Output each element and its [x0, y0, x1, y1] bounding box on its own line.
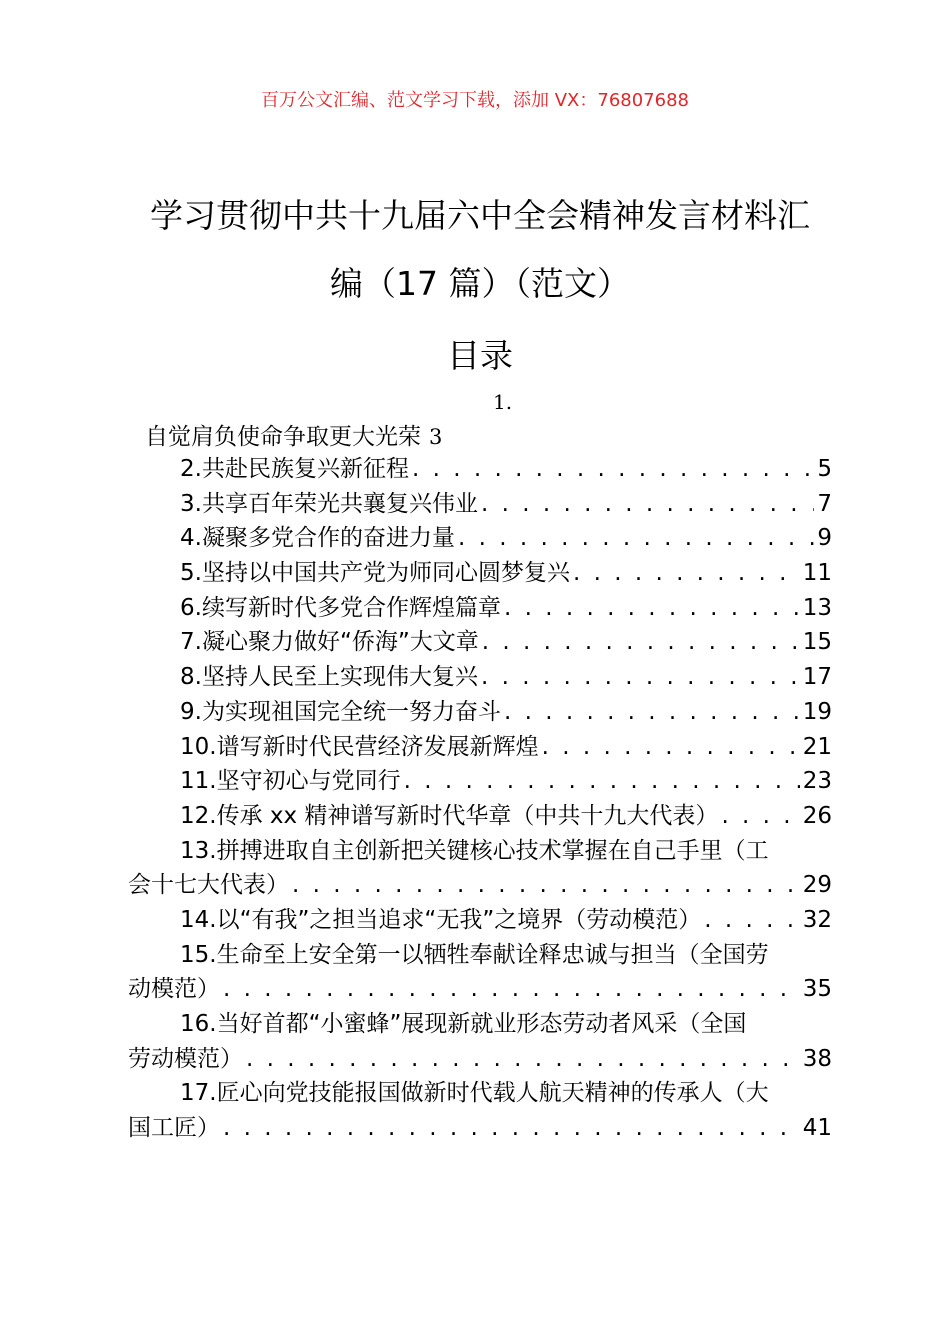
toc-list — [128, 452, 832, 1146]
toc-entry-continuation[interactable] — [128, 868, 832, 903]
dot-leader — [542, 730, 800, 765]
toc-entry[interactable] — [128, 452, 832, 487]
toc-entry-title: 15.生命至上安全第一以牺牲奉献诠释忠诚与担当（全国劳 — [180, 941, 769, 968]
document-title-line-2: 编（17 篇）（范文） — [330, 264, 630, 303]
toc-entry[interactable] — [128, 556, 832, 591]
toc-entry[interactable] — [128, 487, 832, 522]
toc-entry-page: 15 — [802, 629, 832, 656]
toc-entry-title: 7.凝心聚力做好“侨海”大文章 — [180, 629, 479, 656]
toc-entry[interactable] — [128, 695, 832, 730]
toc-entry-page: 13 — [802, 594, 832, 621]
toc-entry-title: 12.传承 xx 精神谱写新时代华章（中共十九大代表） — [180, 802, 719, 829]
toc-entry-page: 41 — [802, 1115, 832, 1142]
toc-entry-title: 8.坚持人民至上实现伟大复兴 — [180, 664, 478, 691]
toc-entry-title: 11.坚守初心与党同行 — [180, 768, 401, 795]
dot-leader — [246, 1042, 800, 1077]
toc-entry-page: 26 — [802, 802, 832, 829]
dot-leader — [482, 625, 800, 660]
toc-entry[interactable] — [128, 730, 832, 765]
dot-leader — [504, 591, 800, 626]
toc-entry-title: 4.凝聚多党合作的奋进力量 — [180, 525, 455, 552]
toc-entry-continuation[interactable] — [128, 1111, 832, 1146]
toc-entry-title: 2.共赴民族复兴新征程 — [180, 456, 409, 482]
toc-entry-page: 11 — [802, 560, 832, 587]
dot-leader — [481, 660, 800, 695]
dot-leader — [223, 1111, 800, 1146]
toc-entry-title: 5.坚持以中国共产党为师同心圆梦复兴 — [180, 560, 570, 587]
toc-entry[interactable] — [128, 660, 832, 695]
toc-entry-page: 29 — [802, 872, 832, 899]
toc-entry-page: 5 — [817, 456, 832, 482]
toc-entry-title-cont: 国工匠） — [128, 1115, 220, 1142]
toc-entry[interactable] — [128, 521, 832, 556]
toc-entry-title: 6.续写新时代多党合作辉煌篇章 — [180, 594, 501, 621]
dot-leader — [223, 972, 800, 1007]
toc-entry-page: 9 — [817, 525, 832, 552]
toc-entry[interactable] — [128, 834, 832, 869]
toc-entry-title: 9.为实现祖国完全统一努力奋斗 — [180, 698, 501, 725]
toc-entry[interactable] — [128, 1076, 832, 1111]
toc-entry-page: 38 — [802, 1045, 832, 1072]
toc-entry-page: 21 — [802, 733, 832, 760]
toc-entry[interactable] — [128, 1007, 832, 1042]
toc-entry-title: 16.当好首都“小蜜蜂”展现新就业形态劳动者风采（全国 — [180, 1011, 747, 1037]
toc-entry-continuation[interactable] — [128, 1042, 832, 1077]
toc-entry-title: 3.共享百年荣光共襄复兴伟业 — [180, 490, 478, 517]
dot-leader — [481, 487, 814, 522]
dot-leader — [704, 903, 799, 938]
toc-entry-title-cont: 动模范） — [128, 976, 220, 1003]
toc-entry-title: 13.拼搏进取自主创新把关键核心技术掌握在自己手里（工 — [180, 837, 769, 864]
toc-entry-page: 19 — [802, 698, 832, 725]
toc-entry-title: 自觉肩负使命争取更大光荣 — [145, 424, 421, 450]
toc-entry[interactable] — [128, 903, 832, 938]
toc-entry-title: 14.以“有我”之担当追求“无我”之境界（劳动模范） — [180, 906, 702, 933]
toc-entry[interactable] — [128, 799, 832, 834]
toc-entry[interactable] — [128, 625, 832, 660]
dot-leader — [721, 799, 799, 834]
toc-entry-title: 10.谱写新时代民营经济发展新辉煌 — [180, 733, 539, 760]
toc-entry-title: 17.匠心向党技能报国做新时代载人航天精神的传承人（大 — [180, 1080, 769, 1107]
toc-entry-page: 3 — [429, 425, 443, 449]
toc-entry-page: 32 — [802, 906, 832, 933]
dot-leader — [573, 556, 800, 591]
dot-leader — [404, 764, 800, 799]
toc-entry-page: 7 — [817, 490, 832, 517]
toc-entry-1[interactable] — [145, 418, 442, 451]
document-title-line-1: 学习贯彻中共十九届六中全会精神发言材料汇 — [150, 196, 810, 235]
toc-heading: 目录 — [447, 336, 513, 375]
dot-leader — [458, 521, 814, 556]
dot-leader — [412, 452, 814, 487]
toc-entry-continuation[interactable] — [128, 972, 832, 1007]
toc-entry-1-number: 1. — [493, 390, 513, 414]
dot-leader — [504, 695, 800, 730]
toc-entry-title-cont: 劳动模范） — [128, 1045, 243, 1072]
toc-entry-page: 35 — [802, 976, 832, 1003]
toc-entry-title-cont: 会十七大代表） — [128, 872, 289, 899]
toc-entry[interactable] — [128, 938, 832, 973]
watermark-header: 百万公文汇编、范文学习下载，添加 VX：76807688 — [261, 90, 689, 111]
dot-leader — [292, 868, 800, 903]
toc-entry[interactable] — [128, 764, 832, 799]
toc-entry[interactable] — [128, 591, 832, 626]
toc-entry-page: 23 — [802, 768, 832, 795]
toc-entry-page: 17 — [802, 664, 832, 691]
